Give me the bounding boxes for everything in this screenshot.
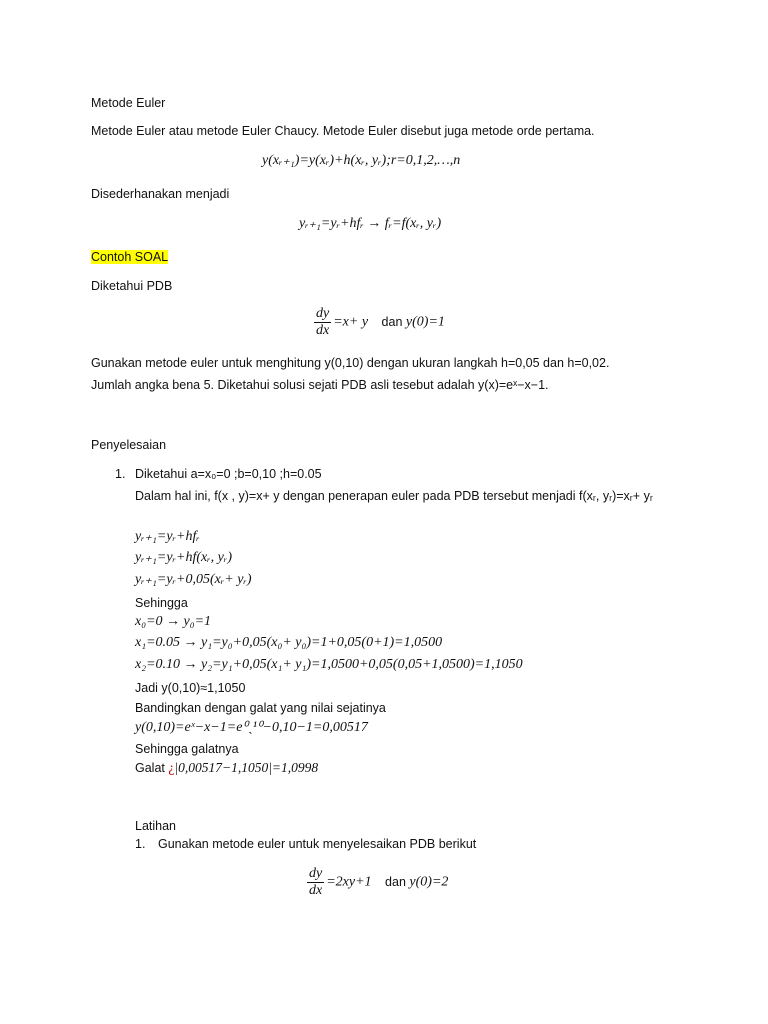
derivative-fraction xyxy=(314,306,331,339)
fraction-denominator: dx xyxy=(309,883,323,898)
error-line xyxy=(135,760,318,776)
highlighted-text: Contoh SOAL xyxy=(91,250,169,264)
pdb-equation xyxy=(314,306,445,339)
error-value: |0,00517−1,1050|=1,0998 xyxy=(174,760,319,775)
exercise-pdb-equation xyxy=(307,866,448,899)
exercise-text: Gunakan metode euler untuk menyelesaikan PDB berikut xyxy=(158,837,477,851)
pdb-and-word: dan xyxy=(381,314,403,329)
result-line: Jadi y(0,10)≈1,1050 xyxy=(135,681,246,695)
fraction-numerator: dy xyxy=(316,306,330,321)
problem-line-2: Jumlah angka bena 5. Diketahui solusi sejati PDB asli tesebut adalah y(x)=eˣ−x−1. xyxy=(91,378,549,392)
exercise-number: 1. xyxy=(135,837,146,851)
calc-line-0: x₀=0 → y₀=1 xyxy=(135,614,212,629)
step1-known: Diketahui a=x₀=0 ;b=0,10 ;h=0.05 xyxy=(135,467,322,481)
pdb-rhs: =x+ y xyxy=(333,314,369,330)
exercise-and-word: dan xyxy=(385,874,406,889)
problem-line-1: Gunakan metode euler untuk menghitung y(0,10) dengan ukuran langkah h=0,05 dan h=0,02. xyxy=(91,356,610,370)
so-label: Sehingga xyxy=(135,596,188,610)
fraction-numerator: dy xyxy=(309,866,323,881)
known-pdb-label: Diketahui PDB xyxy=(91,279,173,293)
pdb-initial-condition: y(0)=1 xyxy=(405,314,445,330)
error-prefix: Galat xyxy=(135,761,165,775)
example-heading xyxy=(91,249,168,265)
euler-formula: y(xᵣ₊₁)=y(xᵣ)+h(xᵣ, yᵣ);r=0,1,2,…,n xyxy=(262,153,461,168)
solution-heading: Penyelesaian xyxy=(91,438,167,452)
intro-paragraph: Metode Euler atau metode Euler Chaucy. Metode Euler disebut juga metode orde pertama. xyxy=(91,124,595,138)
calc-line-2: x₂=0.10 → y₂=y₁+0,05(x₁+ y₁)=1,0500+0,05(0,05+1,0500)=1,1050 xyxy=(135,657,523,672)
calc-line-1: x₁=0.05 → y₁=y₀+0,05(x₀+ y₀)=1+0,05(0+1)=1,0500 xyxy=(135,635,443,650)
step-formula-2: yᵣ₊₁=yᵣ+hf(xᵣ, yᵣ) xyxy=(135,550,233,565)
euler-simplified-formula: yᵣ₊₁=yᵣ+hfᵣ → fᵣ=f(xᵣ, yᵣ) xyxy=(299,216,442,231)
exercise-pdb-rhs: =2xy+1 xyxy=(326,874,372,890)
fraction-denominator: dx xyxy=(316,323,330,338)
step-formula-1: yᵣ₊₁=yᵣ+hfᵣ xyxy=(135,529,200,544)
step-number: 1. xyxy=(115,467,126,481)
simplified-label: Disederhanakan menjadi xyxy=(91,187,230,201)
error-glyph: ¿ xyxy=(168,760,175,775)
exercise-initial-condition: y(0)=2 xyxy=(409,874,449,890)
true-value-line: y(0,10)=eˣ−x−1=e⁰ˎ¹⁰−0,10−1=0,00517 xyxy=(135,720,368,735)
step1-description: Dalam hal ini, f(x , y)=x+ y dengan penerapan euler pada PDB tersebut menjadi f(xᵣ, yᵣ)=xᵣ+ yᵣ xyxy=(135,489,653,503)
exercise-derivative-fraction xyxy=(307,866,324,899)
step-formula-3: yᵣ₊₁=yᵣ+0,05(xᵣ+ yᵣ) xyxy=(135,572,252,587)
exercise-heading: Latihan xyxy=(135,819,177,833)
doc-title: Metode Euler xyxy=(91,96,166,110)
error-label: Sehingga galatnya xyxy=(135,742,239,756)
compare-label: Bandingkan dengan galat yang nilai sejatinya xyxy=(135,701,386,715)
